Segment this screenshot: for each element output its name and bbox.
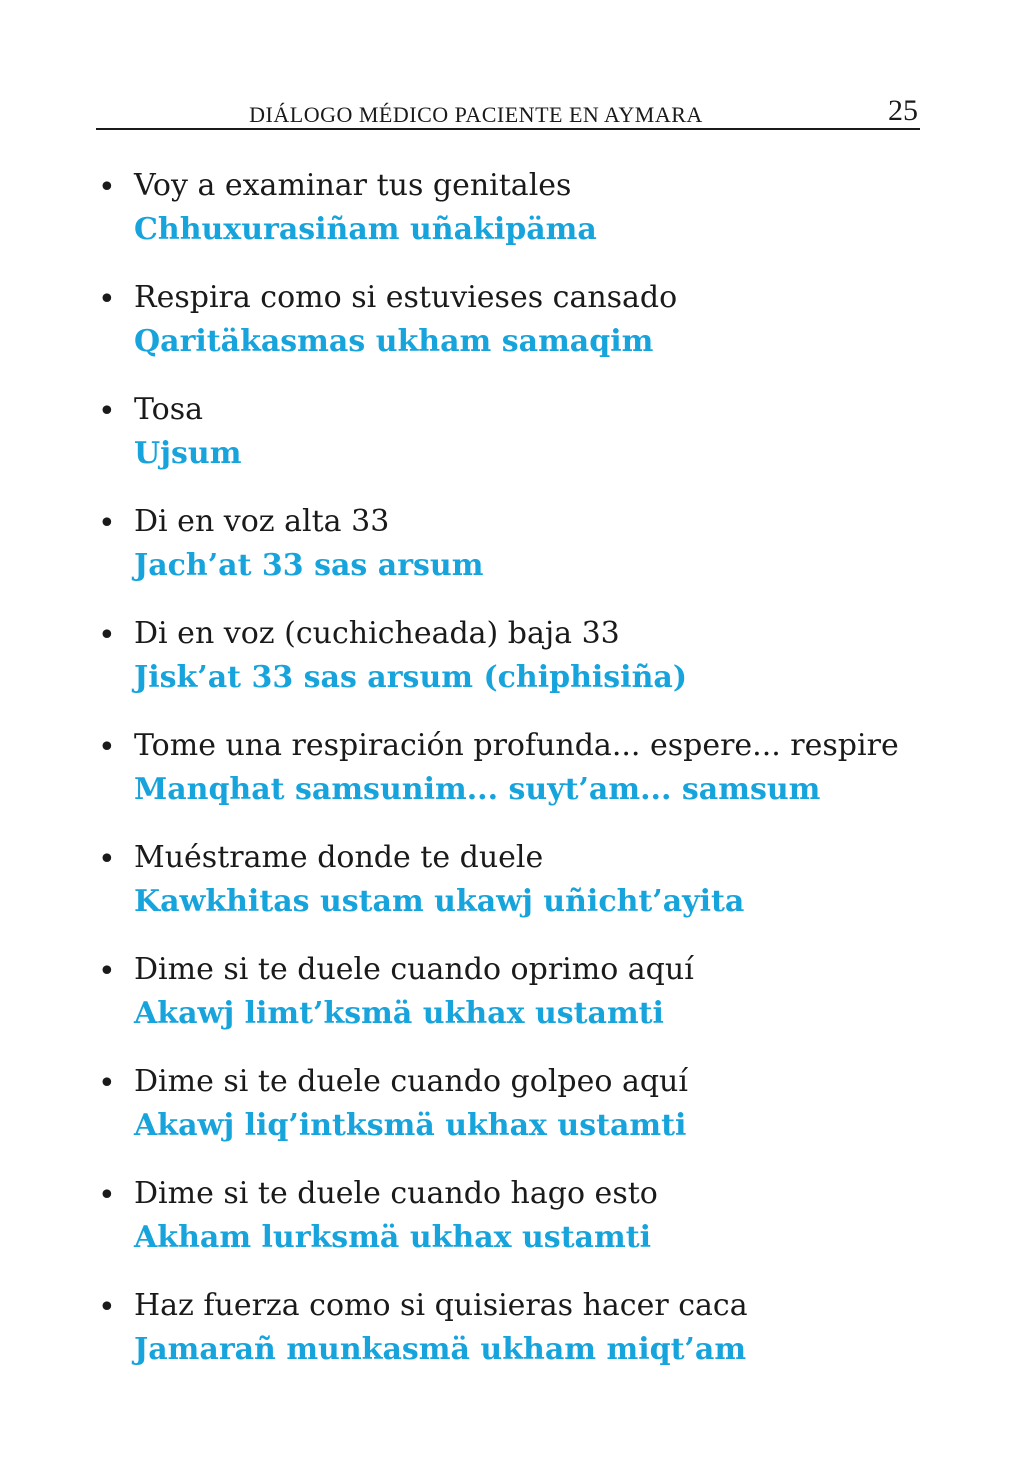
spanish-phrase: Voy a examinar tus genitales bbox=[134, 168, 572, 203]
list-item bbox=[98, 948, 928, 1060]
list-item bbox=[98, 612, 928, 724]
bullet-icon: • bbox=[98, 1178, 116, 1213]
spanish-phrase: Dime si te duele cuando hago esto bbox=[134, 1176, 658, 1211]
aymara-translation: Ujsum bbox=[134, 436, 242, 471]
bullet-icon: • bbox=[98, 506, 116, 541]
aymara-translation: Jamarañ munkasmä ukham miqt’am bbox=[134, 1332, 747, 1367]
aymara-translation: Qaritäkasmas ukham samaqim bbox=[134, 324, 654, 359]
page-number: 25 bbox=[888, 94, 918, 127]
aymara-translation: Jisk’at 33 sas arsum (chiphisiña) bbox=[134, 660, 688, 695]
phrase-list bbox=[98, 164, 928, 1396]
spanish-phrase: Dime si te duele cuando golpeo aquí bbox=[134, 1064, 688, 1099]
spanish-phrase: Dime si te duele cuando oprimo aquí bbox=[134, 952, 694, 987]
aymara-translation: Chhuxurasiñam uñakipäma bbox=[134, 212, 597, 247]
list-item bbox=[98, 164, 928, 276]
spanish-phrase: Muéstrame donde te duele bbox=[134, 840, 544, 875]
aymara-translation: Akawj liq’intksmä ukhax ustamti bbox=[134, 1108, 687, 1143]
aymara-translation: Akham lurksmä ukhax ustamti bbox=[134, 1220, 651, 1255]
list-item bbox=[98, 724, 928, 836]
bullet-icon: • bbox=[98, 282, 116, 317]
aymara-translation: Manqhat samsunim... suyt’am... samsum bbox=[134, 772, 821, 807]
bullet-icon: • bbox=[98, 618, 116, 653]
list-item bbox=[98, 500, 928, 612]
spanish-phrase: Respira como si estuvieses cansado bbox=[134, 280, 678, 315]
bullet-icon: • bbox=[98, 954, 116, 989]
list-item bbox=[98, 1060, 928, 1172]
list-item bbox=[98, 276, 928, 388]
aymara-translation: Kawkhitas ustam ukawj uñicht’ayita bbox=[134, 884, 745, 919]
list-item bbox=[98, 388, 928, 500]
bullet-icon: • bbox=[98, 1290, 116, 1325]
aymara-translation: Akawj limt’ksmä ukhax ustamti bbox=[134, 996, 664, 1031]
bullet-icon: • bbox=[98, 730, 116, 765]
spanish-phrase: Di en voz (cuchicheada) baja 33 bbox=[134, 616, 620, 651]
list-item bbox=[98, 836, 928, 948]
spanish-phrase: Haz fuerza como si quisieras hacer caca bbox=[134, 1288, 748, 1323]
spanish-phrase: Di en voz alta 33 bbox=[134, 504, 390, 539]
bullet-icon: • bbox=[98, 394, 116, 429]
page-header bbox=[96, 90, 920, 130]
bullet-icon: • bbox=[98, 1066, 116, 1101]
list-item bbox=[98, 1172, 928, 1284]
aymara-translation: Jach’at 33 sas arsum bbox=[134, 548, 484, 583]
spanish-phrase: Tosa bbox=[134, 392, 204, 427]
list-item bbox=[98, 1284, 928, 1396]
bullet-icon: • bbox=[98, 842, 116, 877]
running-title: DIÁLOGO MÉDICO PACIENTE EN AYMARA bbox=[249, 102, 703, 127]
spanish-phrase: Tome una respiración profunda... espere... respire bbox=[134, 728, 899, 763]
bullet-icon: • bbox=[98, 170, 116, 205]
